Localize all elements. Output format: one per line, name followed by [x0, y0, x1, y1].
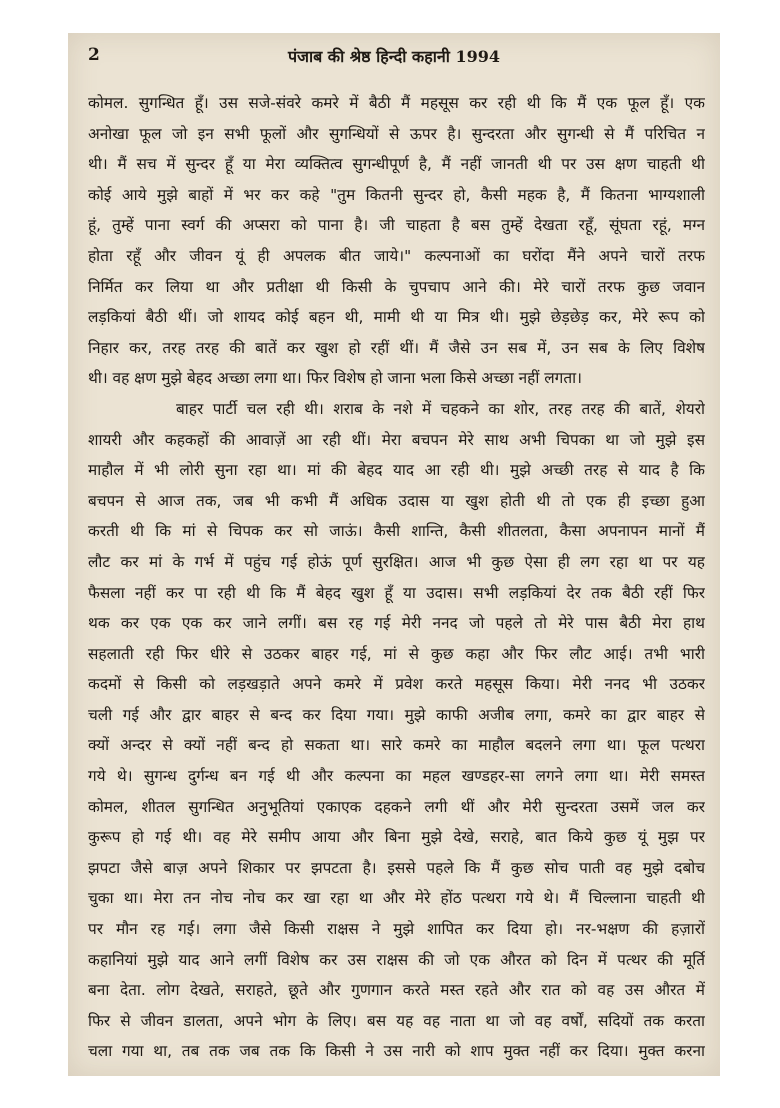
story-text [88, 88, 705, 1067]
text-line: चला गया था, तब तक जब तक कि किसी ने उस नारी को शाप मुक्त नहीं कर दिया। मुक्त करना [88, 1042, 705, 1061]
text-line: चुका था। मेरा तन नोच नोच कर खा रहा था और मेरे होंठ पत्थरा गये थे। मैं चिल्लाना चाहती थी [88, 889, 705, 908]
text-line: क्यों अन्दर से क्यों नहीं बन्द हो सकता था। सारे कमरे का माहौल बदलने लगा था। फूल पत्थरा [88, 736, 705, 755]
paragraph-start-line: बाहर पार्टी चल रही थी। शराब के नशे में चहकने का शोर, तरह तरह की बातें, शेयरो [176, 399, 705, 418]
text-line: लौट कर मां के गर्भ में पहुंच गई होऊं पूर्ण सुरक्षित। आज भी कुछ ऐसा ही लग रहा था पर यह [88, 552, 705, 571]
scanned-page [68, 33, 720, 1076]
text-line: माहौल में भी लोरी सुना रहा था। मां की बेहद याद आ रही थी। मुझे अच्छी तरह से याद है कि [88, 461, 705, 480]
text-line: निर्मित कर लिया था और प्रतीक्षा थी किसी के चुपचाप आने की। मेरे चारों तरफ कुछ जवान [88, 277, 705, 296]
text-line: सहलाती रही फिर धीरे से उठकर बाहर गई, मां से कुछ कहा और फिर लौट आई। तभी भारी [88, 644, 705, 663]
text-line: फिर से जीवन डालता, अपने भोग के लिए। बस यह वह नाता था जो वह वर्षों, सदियों तक करता [88, 1011, 705, 1030]
text-line: शायरी और कहकहों की आवाज़ें आ रही थीं। मेरा बचपन मेरे साथ अभी चिपका था जो मुझे इस [88, 430, 705, 449]
text-line: हूं, तुम्हें पाना स्वर्ग की अप्सरा को पाना है। जी चाहता है बस तुम्हें देखता रहूँ, सूंघता रहूं, मग्न [88, 216, 705, 235]
text-line: होता रहूँ और जीवन यूं ही अपलक बीत जाये।" कल्पनाओं का घरोंदा मैंने अपने चारों तरफ [88, 246, 705, 265]
text-line: कोई आये मुझे बाहों में भर कर कहे "तुम कितनी सुन्दर हो, कैसी महक है, मैं कितना भाग्यशाली [88, 185, 705, 204]
text-line: थक कर एक एक कर जाने लगीं। बस रह गई मेरी ननद जो पहले तो मेरे पास बैठी मेरा हाथ [88, 614, 705, 633]
running-title: पंजाब की श्रेष्ठ हिन्दी कहानी 1994 [288, 47, 500, 66]
text-line: पर मौन रह गई। लगा जैसे किसी राक्षस ने मुझे शापित कर दिया हो। नर-भक्षण की हज़ारों [88, 920, 705, 939]
page-header [68, 43, 720, 69]
text-line: गये थे। सुगन्ध दुर्गन्ध बन गई थी और कल्पना का महल खण्डहर-सा लगने लगा था। मेरी समस्त [88, 767, 705, 786]
page-number: 2 [88, 45, 100, 65]
text-line: बना देता. लोग देखते, सराहते, छूते और गुणगान करते मस्त रहते और रात को वह उस औरत में [88, 981, 705, 1000]
text-line: कुरूप हो गई थी। वह मेरे समीप आया और बिना मुझे देखे, सराहे, बात किये कुछ यूं मुझ पर [88, 828, 705, 847]
text-line: चली गई और द्वार बाहर से बन्द कर दिया गया। मुझे काफी अजीब लगा, कमरे का द्वार बाहर से [88, 705, 705, 724]
text-line: कहानियां मुझे याद आने लगीं विशेष कर उस राक्षस की जो एक औरत को दिन में पत्थर की मूर्ति [88, 950, 705, 969]
text-line: बचपन से आज तक, जब भी कभी मैं अधिक उदास या खुश होती थी तो एक ही इच्छा हुआ [88, 491, 705, 510]
text-line: अनोखा फूल जो इन सभी फूलों और सुगन्धियों से ऊपर है। सुन्दरता और सुगन्धी से मैं परिचित न [88, 124, 705, 143]
text-line: थी। वह क्षण मुझे बेहद अच्छा लगा था। फिर विशेष हो जाना भला किसे अच्छा नहीं लगता। [88, 369, 582, 388]
text-line: कोमल, शीतल सुगन्धित अनुभूतियां एकाएक दहकने लगी थीं और मेरी सुन्दरता उसमें जल कर [88, 797, 705, 816]
text-line: कोमल. सुगन्धित हूँ। उस सजे-संवरे कमरे में बैठी मैं महसूस कर रही थी कि मैं एक फूल हूँ। एक [88, 94, 705, 112]
text-line: करती थी कि मां से चिपक कर सो जाऊं। कैसी शान्ति, कैसी शीतलता, कैसा अपनापन मानों मैं [88, 522, 705, 541]
text-line: लड़कियां बैठी थीं। जो शायद कोई बहन थी, मामी थी या मित्र थी। मुझे छेड़छेड़ कर, मेरे रूप को [88, 308, 705, 327]
text-line: कदमों से किसी को लड़खड़ाते अपने कमरे में प्रवेश करते महसूस किया। मेरी ननद भी उठकर [88, 675, 705, 694]
text-line: फैसला नहीं कर पा रही थी कि मैं बेहद खुश हूँ या उदास। सभी लड़कियां देर तक बैठी रहीं फिर [88, 583, 705, 602]
text-line: झपटा जैसे बाज़ अपने शिकार पर झपटता है। इससे पहले कि मैं कुछ सोच पाती वह मुझे दबोच [88, 858, 705, 877]
text-line: निहार कर, तरह तरह की बातें कर खुश हो रहीं थीं। मैं जैसे उन सब में, उन सब के लिए विशेष [88, 338, 705, 357]
text-line: थी। मैं सच में सुन्दर हूँ या मेरा व्यक्तित्व सुगन्धीपूर्ण है, मैं नहीं जानती थी पर उस क्षण चाहती थी [88, 155, 705, 174]
